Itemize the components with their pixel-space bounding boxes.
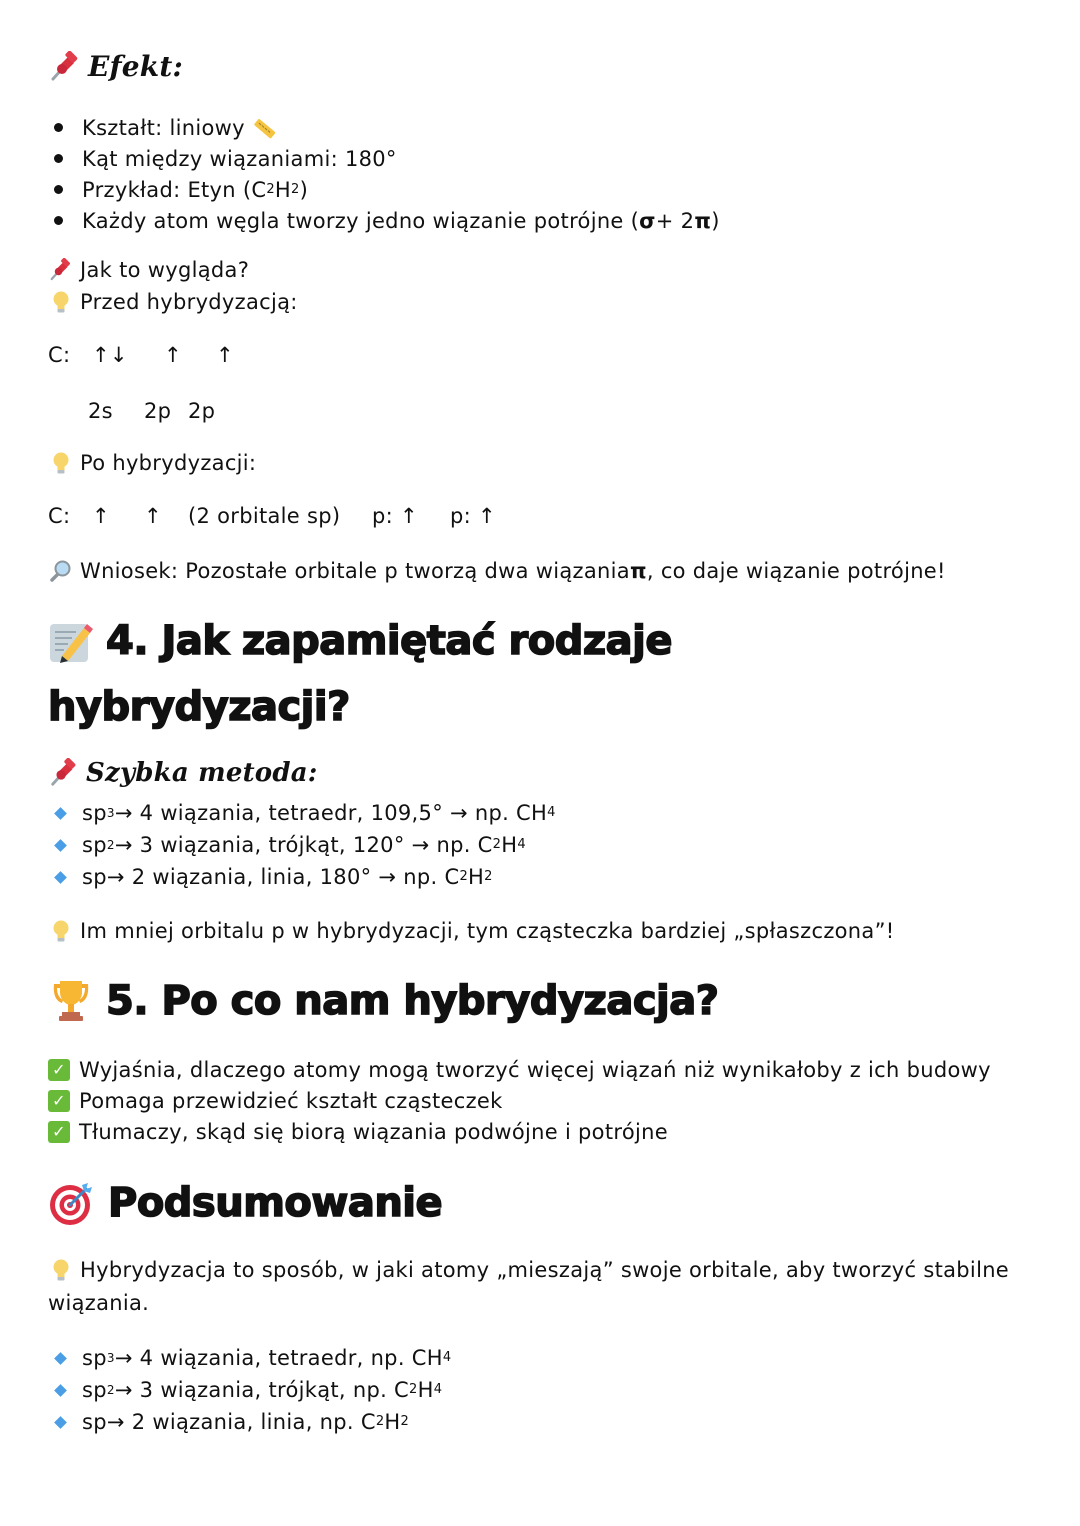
diamond-bullet-icon bbox=[54, 807, 67, 820]
effect-list bbox=[48, 112, 720, 236]
after-label: Po hybrydyzacji: bbox=[48, 448, 256, 478]
pushpin-icon bbox=[48, 758, 78, 788]
look-heading: Jak to wygląda? bbox=[48, 255, 249, 285]
diamond-bullet-icon bbox=[54, 1352, 67, 1365]
list-item: sp 3 → 4 wiązania, tetraedr, 109,5° → np. CH 4 bbox=[48, 797, 556, 829]
trophy-icon bbox=[48, 978, 94, 1024]
summary-tip: Hybrydyzacja to sposób, w jaki atomy „mieszają” swoje orbitale, aby tworzyć stabilne wiązania. bbox=[48, 1258, 1010, 1315]
checkmark-icon: ✓ bbox=[48, 1121, 70, 1143]
lightbulb-icon bbox=[52, 1258, 70, 1282]
section4-heading-line2: hybrydyzacji? bbox=[48, 684, 350, 730]
before-label: Przed hybrydyzacją: bbox=[48, 287, 298, 317]
list-item: ✓ Pomaga przewidzieć kształt cząsteczek bbox=[48, 1085, 991, 1116]
magnifier-icon bbox=[48, 559, 72, 583]
ruler-icon bbox=[251, 115, 277, 141]
effect-title: Efekt: bbox=[88, 50, 184, 83]
list-item: sp → 2 wiązania, linia, 180° → np. C 2 H 2 bbox=[48, 861, 556, 893]
section4-tip: Im mniej orbitalu p w hybrydyzacji, tym cząsteczka bardziej „spłaszczona”! bbox=[48, 916, 894, 946]
list-item: ✓ Wyjaśnia, dlaczego atomy mogą tworzyć więcej wiązań niż wynikałoby z ich budowy bbox=[48, 1054, 991, 1085]
summary-list bbox=[48, 1342, 451, 1438]
quick-method-heading: Szybka metoda: bbox=[48, 758, 318, 788]
list-item: Przykład: Etyn (C 2 H 2 ) bbox=[48, 174, 720, 205]
lightbulb-icon bbox=[52, 451, 70, 475]
diamond-bullet-icon bbox=[54, 871, 67, 884]
diamond-bullet-icon bbox=[54, 1384, 67, 1397]
target-icon bbox=[48, 1179, 96, 1227]
list-item: sp 2 → 3 wiązania, trójkąt, np. C 2 H 4 bbox=[48, 1374, 451, 1406]
quick-method-list bbox=[48, 797, 556, 893]
list-item: sp → 2 wiązania, linia, np. C 2 H 2 bbox=[48, 1406, 451, 1438]
memo-icon bbox=[48, 618, 94, 664]
summary-heading: Podsumowanie bbox=[48, 1172, 442, 1234]
list-item: Kształt: liniowy bbox=[48, 112, 720, 143]
bullet-dot bbox=[54, 123, 63, 132]
lightbulb-icon bbox=[52, 290, 70, 314]
section5-list bbox=[48, 1054, 991, 1147]
bullet-dot bbox=[54, 185, 63, 194]
lightbulb-icon bbox=[52, 919, 70, 943]
diamond-bullet-icon bbox=[54, 1416, 67, 1429]
checkmark-icon: ✓ bbox=[48, 1059, 70, 1081]
pushpin-icon bbox=[48, 258, 72, 282]
list-item: sp 2 → 3 wiązania, trójkąt, 120° → np. C 2 H 4 bbox=[48, 829, 556, 861]
list-item: Każdy atom węgla tworzy jedno wiązanie potrójne ( σ + 2 π ) bbox=[48, 205, 720, 236]
checkmark-icon: ✓ bbox=[48, 1090, 70, 1112]
bullet-dot bbox=[54, 216, 63, 225]
bullet-dot bbox=[54, 154, 63, 163]
section5-heading: 5. Po co nam hybrydyzacja? bbox=[48, 970, 718, 1032]
diamond-bullet-icon bbox=[54, 839, 67, 852]
list-item: ✓ Tłumaczy, skąd się biorą wiązania podwójne i potrójne bbox=[48, 1116, 991, 1147]
conclusion: Wniosek: Pozostałe orbitale p tworzą dwa wiązania π , co daje wiązanie potrójne! bbox=[48, 556, 946, 586]
pushpin-icon bbox=[48, 51, 80, 83]
section4-heading: 4. Jak zapamiętać rodzaje bbox=[48, 610, 672, 672]
list-item: Kąt między wiązaniami: 180° bbox=[48, 143, 720, 174]
list-item: sp 3 → 4 wiązania, tetraedr, np. CH 4 bbox=[48, 1342, 451, 1374]
effect-heading bbox=[48, 50, 183, 83]
